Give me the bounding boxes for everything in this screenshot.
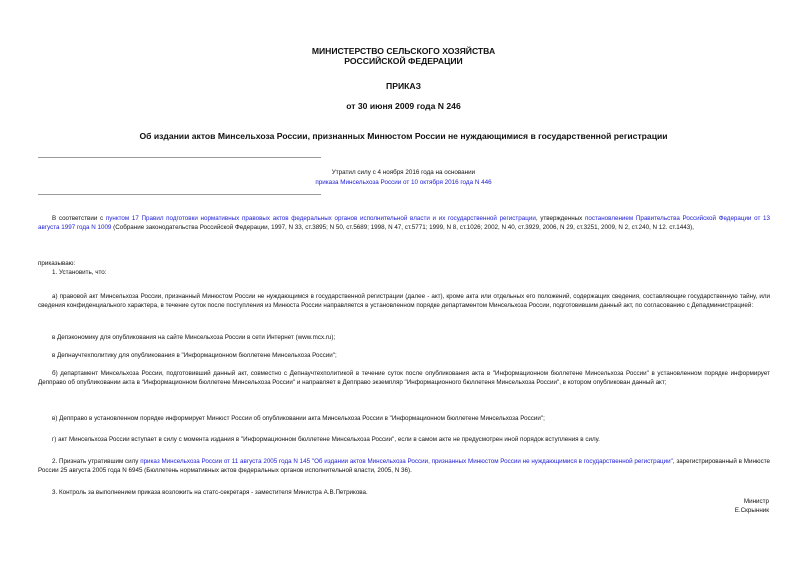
- preamble-paragraph: [38, 214, 770, 232]
- preamble-text-2: , утвержденных: [535, 215, 585, 222]
- signature-position: Министр: [743, 498, 769, 505]
- ministry-name-line1: МИНИСТЕРСТВО СЕЛЬСКОГО ХОЗЯЙСТВА: [311, 46, 496, 56]
- status-note-link-row: [0, 178, 807, 187]
- repeal-order-link[interactable]: приказа Минсельхоза России от 10 октября 2016 года N 446: [315, 179, 492, 186]
- item-2-text-1: 2. Признать утратившим силу: [52, 458, 141, 465]
- document-title: Об издании актов Минсельхоза России, признанных Минюстом России не нуждающимися в государственной регистрации: [139, 131, 668, 141]
- item-2-text-2: , зарегистрированный в Минюсте России 25 августа 2005 года N 6945 (Бюллетень нормативных актов федеральных органов исполнительной власти, 2005, N 36).: [38, 458, 770, 474]
- document-date: от 30 июня 2009 года N 246: [346, 101, 461, 111]
- preamble-text-1: В соответствии с: [52, 215, 106, 222]
- item-1g: г) акт Минсельхоза России вступает в силу с момента издания в "Информационном бюллетене Минсельхоза России", если в самом акте не предусмотрен иной порядок вступления в силу.: [52, 436, 600, 443]
- item-1a: а) правовой акт Минсельхоза России, признанный Минюстом России не нуждающимся в государственной регистрации (далее - акт), кроме акта или отдельных его положений, содержащих сведения, составляющие государственную тайну, или сведения конфиденциального характера, в течение суток после поступления из Минюста России направляется в установленном порядке департаментом Минсельхоза России, подготовившим данный акт, по согласованию с Депадминистрацией:: [38, 293, 770, 309]
- item-1v: в) Депправо в установленном порядке информирует Минюст России об опубликовании акта Минсельхоза России в "Информационном бюллетене Минсельхоза России";: [52, 415, 545, 422]
- ministry-name-line2: РОССИЙСКОЙ ФЕДЕРАЦИИ: [344, 56, 463, 66]
- document-type: ПРИКАЗ: [386, 81, 421, 91]
- item-1: 1. Установить, что:: [52, 269, 107, 276]
- item-1a-sub-1: в Депэкономику для опубликования на сайте Минсельхоза России в сети Интернет (www.mcx.ru);: [52, 334, 336, 341]
- repealed-order-link[interactable]: приказ Минсельхоза России от 11 августа 2005 года N 145 "Об издании актов Минсельхоза России, признанных Минюстом России не нуждающимися в государственной регистрации": [140, 458, 673, 465]
- rules-point-17-link[interactable]: пунктом 17 Правил подготовки нормативных правовых актов федеральных органов исполнительной власти и их государственной регистрации: [105, 215, 536, 222]
- item-1b: б) департамент Минсельхоза России, подготовивший данный акт, совместно с Депнаучтехполитикой в течение суток после опубликования акта в "Информационном бюллетене Минсельхоза России" в установленном порядке информирует Депправо об опубликовании акта в "Информационном бюллетене Минсельхоза России" и направляет в Депправо экземпляр "Информационного бюллетеня Минсельхоза России", в котором опубликован данный акт;: [38, 370, 770, 386]
- government-decree-link[interactable]: постановлением Правительства Российской Федерации от 13 августа 1997 года N 1009: [38, 215, 770, 231]
- signature-name: Е.Скрынник: [734, 507, 769, 514]
- divider-top: [38, 157, 321, 158]
- divider-bottom: [38, 194, 321, 195]
- item-2: [38, 457, 770, 475]
- preamble-text-3: (Собрание законодательства Российской Федерации, 1997, N 33, ст.3895; N 50, ст.5689; 1998, N 47, ст.5771; 1999, N 8, ст.1026; 2002, N 40, ст.3929, 2006, N 29, ст.3251, 2009, N 2, ст.240, N 12. ст.1443),: [111, 224, 694, 231]
- item-1a-sub-2: в Депнаучтехполитику для опубликования в "Информационном бюллетене Минсельхоза России";: [52, 352, 337, 359]
- status-note-text: Утратил силу с 4 ноября 2016 года на основании: [331, 169, 476, 176]
- item-3: 3. Контроль за выполнением приказа возложить на статс-секретаря - заместителя Министра А.В.Петрикова.: [52, 489, 368, 496]
- order-word: приказываю:: [38, 260, 76, 267]
